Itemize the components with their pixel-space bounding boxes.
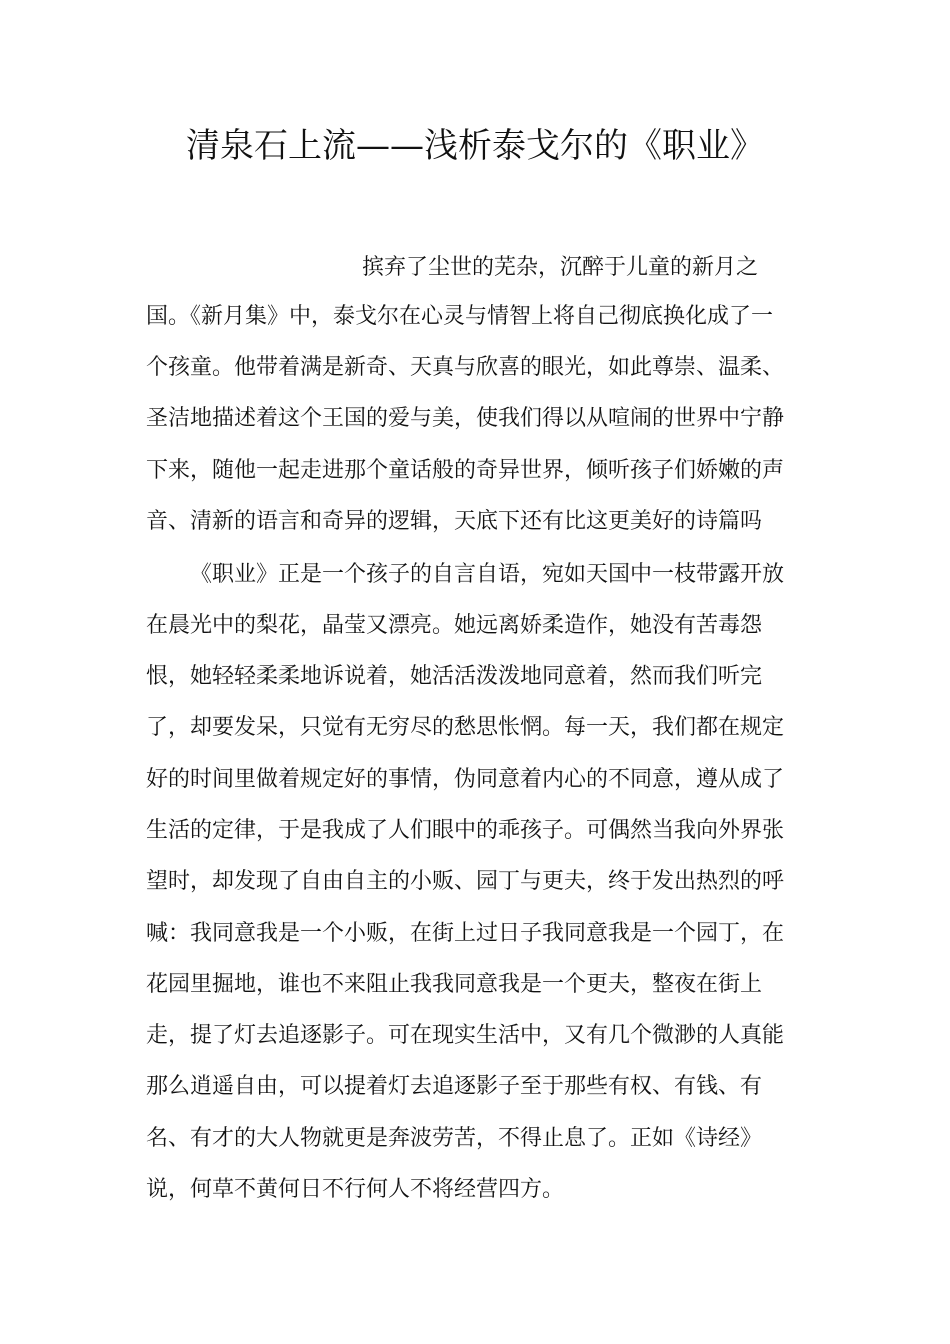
paragraph-2-line-3: 恨，她轻轻柔柔地诉说着，她活活泼泼地同意着，然而我们听完 bbox=[146, 664, 763, 689]
paragraph-1-line-4: 圣洁地描述着这个王国的爱与美，使我们得以从喧闹的世界中宁静 bbox=[146, 406, 785, 431]
paragraph-1-line-5: 下来，随他一起走进那个童话般的奇异世界，倾听孩子们娇嫩的声 bbox=[146, 458, 785, 483]
document-title: 清泉石上流——浅析泰戈尔的《职业》 bbox=[186, 126, 764, 166]
paragraph-2-line-6: 生活的定律，于是我成了人们眼中的乖孩子。可偶然当我向外界张 bbox=[146, 818, 785, 843]
paragraph-1-line-3: 个孩童。他带着满是新奇、天真与欣喜的眼光，如此尊崇、温柔、 bbox=[146, 355, 785, 380]
paragraph-2-line-9: 花园里掘地，谁也不来阻止我我同意我是一个更夫，整夜在街上 bbox=[146, 972, 763, 997]
paragraph-2-line-13: 说，何草不黄何日不行何人不将经营四方。 bbox=[146, 1177, 565, 1202]
paragraph-2-line-4: 了，却要发呆，只觉有无穷尽的愁思怅惘。每一天，我们都在规定 bbox=[146, 715, 785, 740]
paragraph-2-line-7: 望时，却发现了自由自主的小贩、园丁与更夫，终于发出热烈的呼 bbox=[146, 869, 785, 894]
paragraph-2-line-10: 走，提了灯去追逐影子。可在现实生活中，又有几个微渺的人真能 bbox=[146, 1023, 785, 1048]
paragraph-2-line-5: 好的时间里做着规定好的事情，伪同意着内心的不同意，遵从成了 bbox=[146, 767, 785, 792]
paragraph-2-line-1: 《职业》正是一个孩子的自言自语，宛如天国中一枝带露开放 bbox=[190, 562, 785, 587]
paragraph-2-line-8: 喊：我同意我是一个小贩，在街上过日子我同意我是一个园丁，在 bbox=[146, 921, 785, 946]
paragraph-2-line-11: 那么逍遥自由，可以提着灯去追逐影子至于那些有权、有钱、有 bbox=[146, 1074, 763, 1099]
paragraph-1-line-1: 摈弃了尘世的芜杂，沉醉于儿童的新月之 bbox=[362, 255, 759, 280]
paragraph-1-line-2: 国。《新月集》中，泰戈尔在心灵与情智上将自己彻底换化成了一 bbox=[146, 304, 774, 329]
paragraph-2-line-12: 名、有才的大人物就更是奔波劳苦，不得止息了。正如《诗经》 bbox=[146, 1126, 763, 1151]
paragraph-1-line-6: 音、清新的语言和奇异的逻辑，天底下还有比这更美好的诗篇吗 bbox=[146, 509, 763, 534]
paragraph-2-line-2: 在晨光中的梨花，晶莹又漂亮。她远离娇柔造作，她没有苦毒怨 bbox=[146, 613, 763, 638]
